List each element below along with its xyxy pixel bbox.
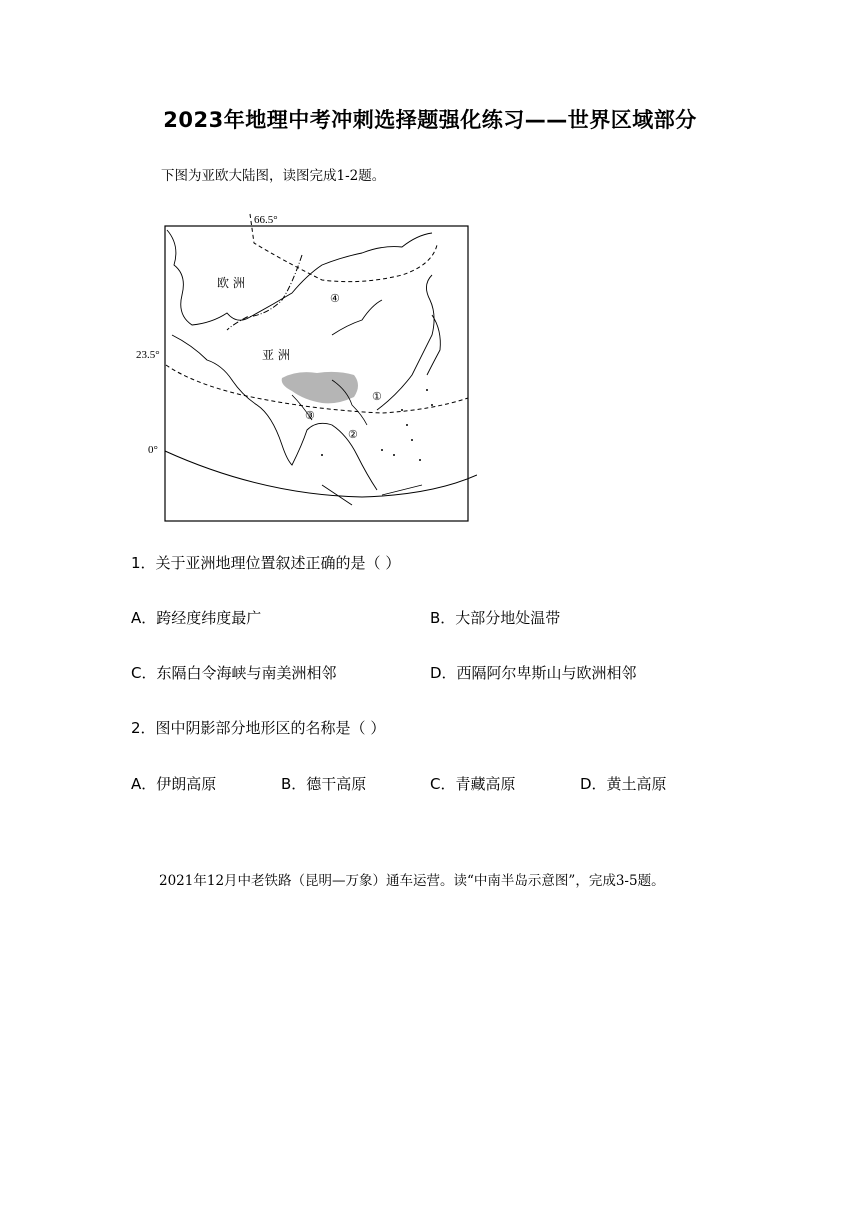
q1-stem: 1．关于亚洲地理位置叙述正确的是（ ）	[131, 554, 401, 572]
eurasia-map	[132, 205, 477, 527]
q2-option-c: C．青藏高原	[430, 775, 516, 793]
q1-option-b: B．大部分地处温带	[430, 609, 561, 627]
page-title: 2023年地理中考冲刺选择题强化练习——世界区域部分	[163, 108, 697, 132]
marker-1: ①	[372, 391, 382, 403]
intro-text: 下图为亚欧大陆图，读图完成1-2题。	[161, 168, 386, 184]
marker-2: ②	[348, 429, 358, 441]
q2-option-d: D．黄土高原	[580, 775, 667, 793]
q1-option-d: D．西隔阿尔卑斯山与欧洲相邻	[430, 664, 637, 682]
q2-option-b: B．德干高原	[281, 775, 367, 793]
intro-paragraph-q3-5: 2021年12月中老铁路（昆明—万象）通车运营。读“中南半岛示意图”，完成3-5题。	[159, 873, 665, 889]
asia-label: 亚 洲	[262, 348, 290, 362]
marker-3: ③	[305, 410, 315, 422]
q1-option-c: C．东隔白令海峡与南美洲相邻	[131, 664, 337, 682]
europe-label: 欧 洲	[217, 276, 245, 290]
lat-66-label: 66.5°	[254, 214, 278, 226]
lat-0-label: 0°	[148, 444, 158, 456]
q1-option-a: A．跨经度纬度最广	[131, 609, 262, 627]
q2-stem: 2．图中阴影部分地形区的名称是（ ）	[131, 719, 386, 737]
q2-option-a: A．伊朗高原	[131, 775, 217, 793]
shaded-plateau	[282, 372, 358, 404]
marker-4: ④	[330, 293, 340, 305]
lat-23-label: 23.5°	[136, 349, 160, 361]
